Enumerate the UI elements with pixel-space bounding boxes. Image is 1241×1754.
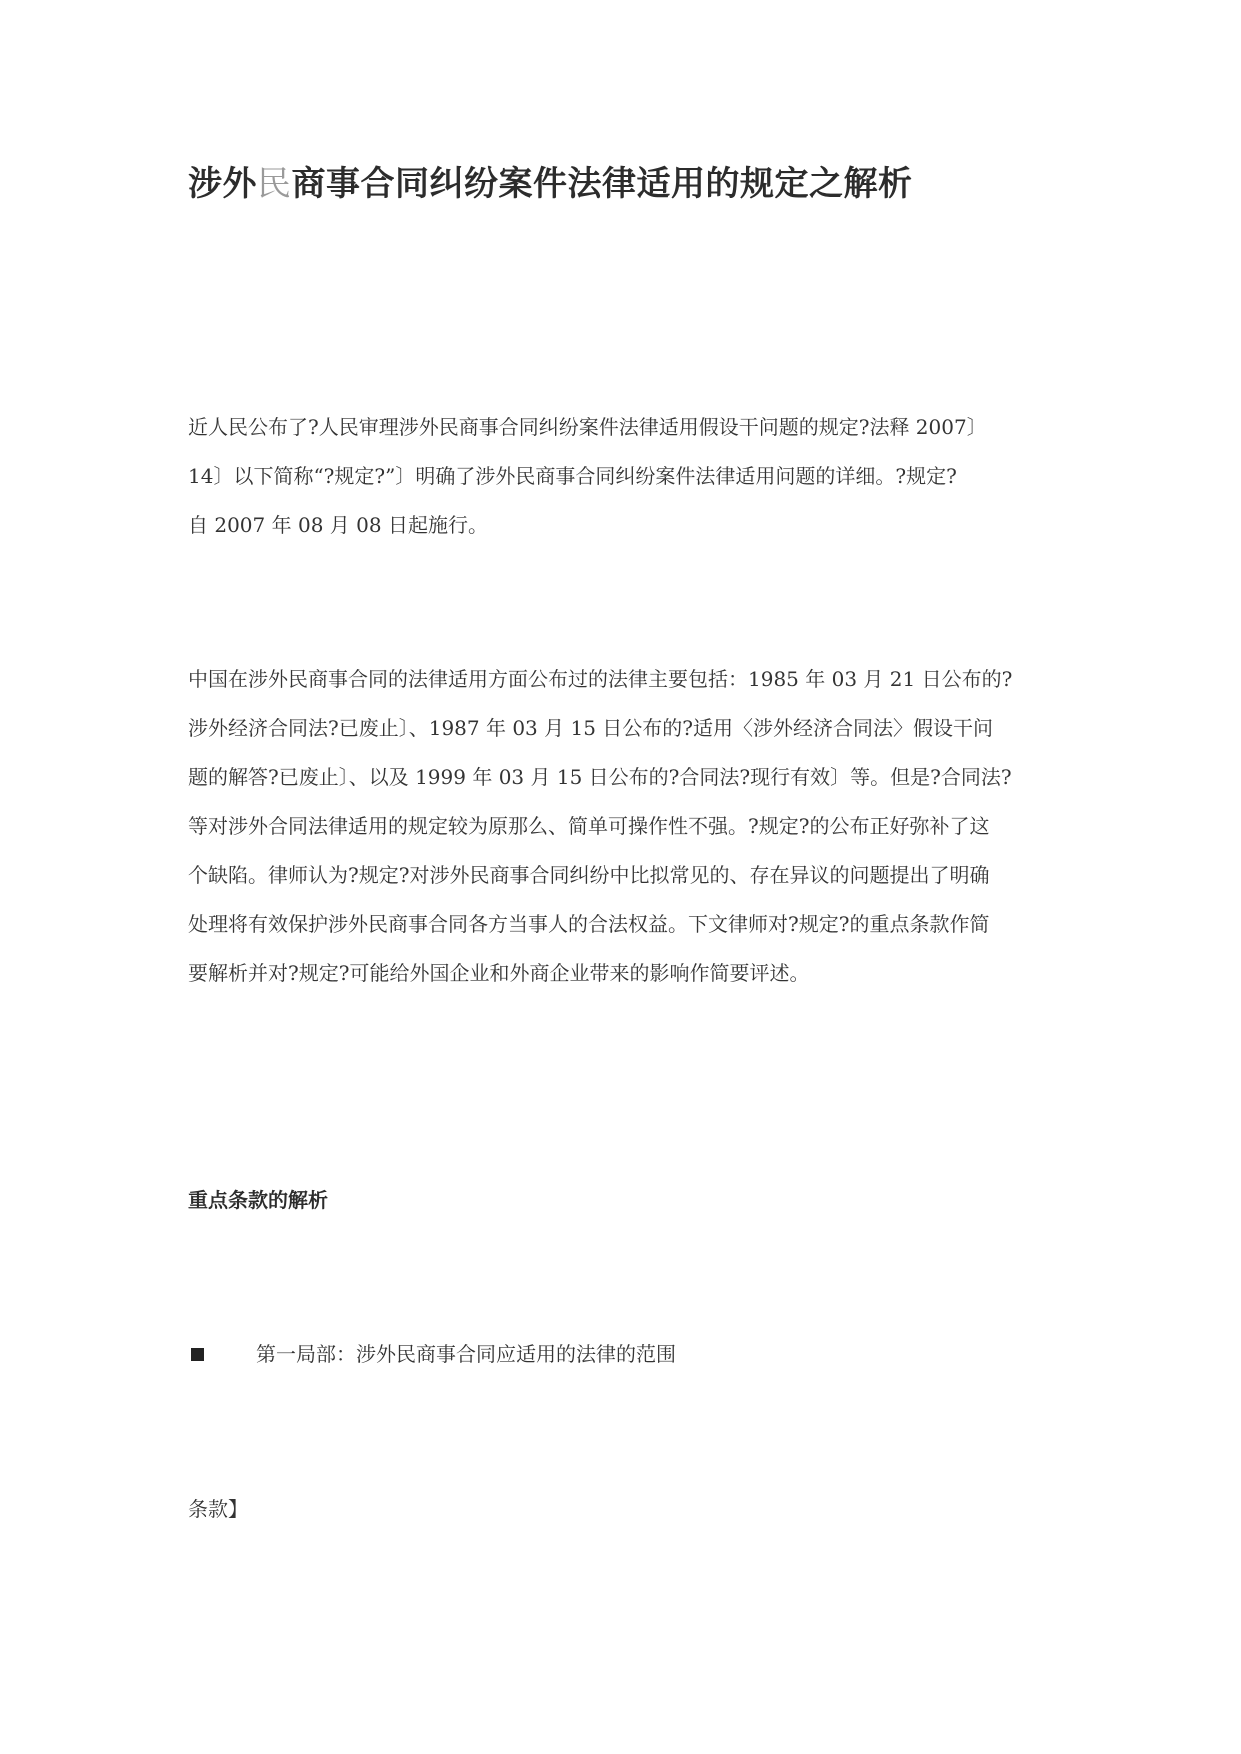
- intro-paragraph: [188, 403, 1068, 550]
- text-line: 等对涉外合同法律适用的规定较为原那么、简单可操作性不强。?规定?的公布正好弥补了这: [188, 814, 990, 838]
- square-bullet-icon: [191, 1348, 204, 1361]
- text-line: 题的解答?已废止〕、以及 1999 年 03 月 15 日公布的?合同法?现行有效〕等。但是?合同法?: [188, 765, 1012, 789]
- text-line: 中国在涉外民商事合同的法律适用方面公布过的法律主要包括：1985 年 03 月 21 日公布的?: [188, 667, 1013, 691]
- text-line: 自 2007 年 08 月 08 日起施行。: [188, 513, 488, 537]
- text-line: 14〕以下简称“?规定?”〕明确了涉外民商事合同纠纷案件法律适用问题的详细。?规定?: [188, 464, 957, 488]
- title-part-1: 涉外: [188, 164, 257, 204]
- text-line: 个缺陷。律师认为?规定?对涉外民商事合同纠纷中比拟常见的、存在异议的问题提出了明确: [188, 863, 990, 887]
- background-paragraph: [188, 655, 1068, 998]
- text-line: 近人民公布了?人民审理涉外民商事合同纠纷案件法律适用假设干问题的规定?法释 2007〕: [188, 415, 987, 439]
- bullet-item-text: 第一局部：涉外民商事合同应适用的法律的范围: [256, 1342, 676, 1366]
- text-line: 要解析并对?规定?可能给外国企业和外商企业带来的影响作简要评述。: [188, 961, 810, 985]
- title-part-ghost: 民: [257, 164, 292, 204]
- clause-label: 条款】: [188, 1497, 248, 1521]
- document-title: [188, 160, 1088, 208]
- bullet-item: [188, 1338, 888, 1370]
- text-line: 涉外经济合同法?已废止〕、1987 年 03 月 15 日公布的?适用〈涉外经济合同法〉假设干问: [188, 716, 994, 740]
- section-heading: 重点条款的解析: [188, 1188, 328, 1212]
- title-part-2: 商事合同纠纷案件法律适用的规定之解析: [291, 164, 913, 204]
- text-line: 处理将有效保护涉外民商事合同各方当事人的合法权益。下文律师对?规定?的重点条款作简: [188, 912, 990, 936]
